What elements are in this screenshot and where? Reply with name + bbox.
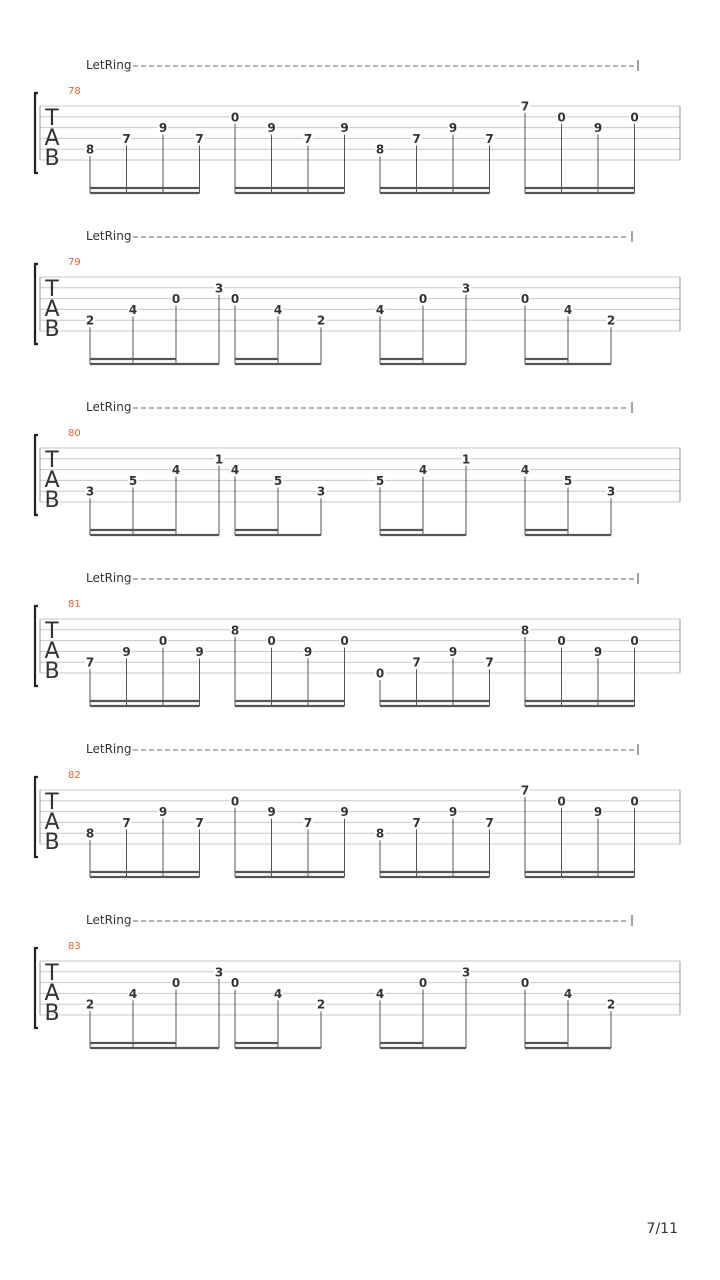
page-number: 7/11 [646,1221,678,1237]
tab-clef-letter: A [44,297,60,322]
fret-number: 2 [606,313,616,328]
tab-system [35,742,680,877]
letring-label: LetRing [86,400,132,414]
fret-number: 5 [375,473,385,488]
measure-number: 80 [68,428,81,439]
fret-number: 7 [122,131,131,146]
tab-clef-letter: T [45,106,59,131]
fret-number: 7 [485,655,494,670]
fret-number: 0 [171,976,181,991]
system-bracket [35,777,38,857]
fret-number: 0 [557,634,566,649]
letring-label: LetRing [86,913,132,927]
fret-number: 0 [267,634,276,649]
tab-clef-letter: T [45,790,59,815]
fret-number: 0 [230,292,240,307]
system-bracket [35,264,38,344]
letring-label: LetRing [86,742,132,756]
fret-number: 0 [630,110,639,125]
tab-clef-letter: A [44,810,60,835]
fret-number: 4 [563,986,573,1001]
fret-number: 7 [412,655,421,670]
fret-number: 9 [593,805,603,820]
tab-system [35,571,680,706]
fret-number: 4 [418,463,428,478]
fret-number: 7 [520,99,530,114]
fret-number: 7 [485,815,494,830]
fret-number: 9 [158,805,168,820]
tab-clef-letter: A [44,126,60,151]
tab-clef-letter: B [44,659,60,684]
fret-number: 4 [128,302,138,317]
fret-number: 9 [448,121,458,136]
fret-number: 0 [375,666,385,681]
fret-number: 0 [557,110,566,125]
fret-number: 3 [461,965,471,980]
fret-number: 4 [230,463,240,478]
measure-number: 78 [68,86,81,97]
tab-clef-letter: T [45,277,59,302]
fret-number: 7 [195,131,204,146]
fret-number: 9 [340,121,349,136]
fret-number: 0 [520,292,530,307]
fret-number: 0 [630,634,639,649]
fret-number: 9 [158,121,168,136]
fret-number: 8 [85,826,95,841]
fret-number: 0 [418,976,428,991]
fret-number: 8 [375,826,385,841]
tab-clef-letter: B [44,317,60,342]
fret-number: 7 [412,131,421,146]
fret-number: 0 [520,976,530,991]
fret-number: 9 [448,644,458,659]
fret-number: 3 [316,484,326,499]
fret-number: 2 [316,313,326,328]
fret-number: 2 [85,997,95,1012]
system-bracket [35,606,38,686]
fret-number: 8 [375,142,385,157]
fret-number: 4 [171,463,181,478]
fret-number: 0 [418,292,428,307]
fret-number: 1 [214,452,224,467]
fret-number: 7 [195,815,204,830]
fret-number: 4 [375,986,385,1001]
fret-number: 3 [461,281,471,296]
fret-number: 7 [412,815,421,830]
fret-number: 3 [214,281,224,296]
fret-number: 7 [85,655,95,670]
fret-number: 5 [273,473,283,488]
fret-number: 0 [557,794,566,809]
measure-number: 83 [68,941,81,952]
fret-number: 2 [606,997,616,1012]
tab-clef-letter: B [44,1001,60,1026]
fret-number: 9 [593,121,603,136]
fret-number: 0 [171,292,181,307]
fret-number: 4 [273,302,283,317]
fret-number: 0 [630,794,639,809]
fret-number: 9 [593,644,603,659]
tab-clef-letter: T [45,961,59,986]
tab-clef-letter: B [44,488,60,513]
fret-number: 9 [195,644,204,659]
fret-number: 4 [273,986,283,1001]
fret-number: 3 [606,484,616,499]
fret-number: 7 [122,815,131,830]
system-bracket [35,93,38,173]
fret-number: 0 [230,110,240,125]
tab-system [35,229,680,364]
measure-number: 79 [68,257,81,268]
fret-number: 3 [85,484,95,499]
tab-clef-letter: B [44,830,60,855]
fret-number: 8 [520,623,530,638]
letring-label: LetRing [86,571,132,585]
measure-number: 81 [68,599,81,610]
tab-system [35,400,680,535]
fret-number: 9 [267,121,276,136]
system-bracket [35,948,38,1028]
fret-number: 4 [375,302,385,317]
fret-number: 8 [230,623,240,638]
fret-number: 7 [520,783,530,798]
fret-number: 4 [563,302,573,317]
fret-number: 7 [485,131,494,146]
tab-clef-letter: T [45,619,59,644]
fret-number: 8 [85,142,95,157]
fret-number: 9 [122,644,131,659]
fret-number: 5 [563,473,573,488]
tab-clef-letter: A [44,981,60,1006]
letring-label: LetRing [86,229,132,243]
fret-number: 9 [267,805,276,820]
measure-number: 82 [68,770,81,781]
fret-number: 3 [214,965,224,980]
fret-number: 9 [448,805,458,820]
tab-clef-letter: A [44,639,60,664]
fret-number: 5 [128,473,138,488]
fret-number: 9 [340,805,349,820]
tab-clef-letter: A [44,468,60,493]
fret-number: 2 [85,313,95,328]
letring-label: LetRing [86,58,132,72]
fret-number: 1 [461,452,471,467]
fret-number: 7 [303,815,313,830]
fret-number: 4 [520,463,530,478]
fret-number: 0 [158,634,168,649]
fret-number: 0 [340,634,349,649]
tab-system [35,913,680,1048]
fret-number: 2 [316,997,326,1012]
tab-system [35,58,680,193]
system-bracket [35,435,38,515]
fret-number: 0 [230,794,240,809]
fret-number: 0 [230,976,240,991]
tab-clef-letter: T [45,448,59,473]
fret-number: 7 [303,131,313,146]
tab-clef-letter: B [44,146,60,171]
fret-number: 9 [303,644,313,659]
fret-number: 4 [128,986,138,1001]
